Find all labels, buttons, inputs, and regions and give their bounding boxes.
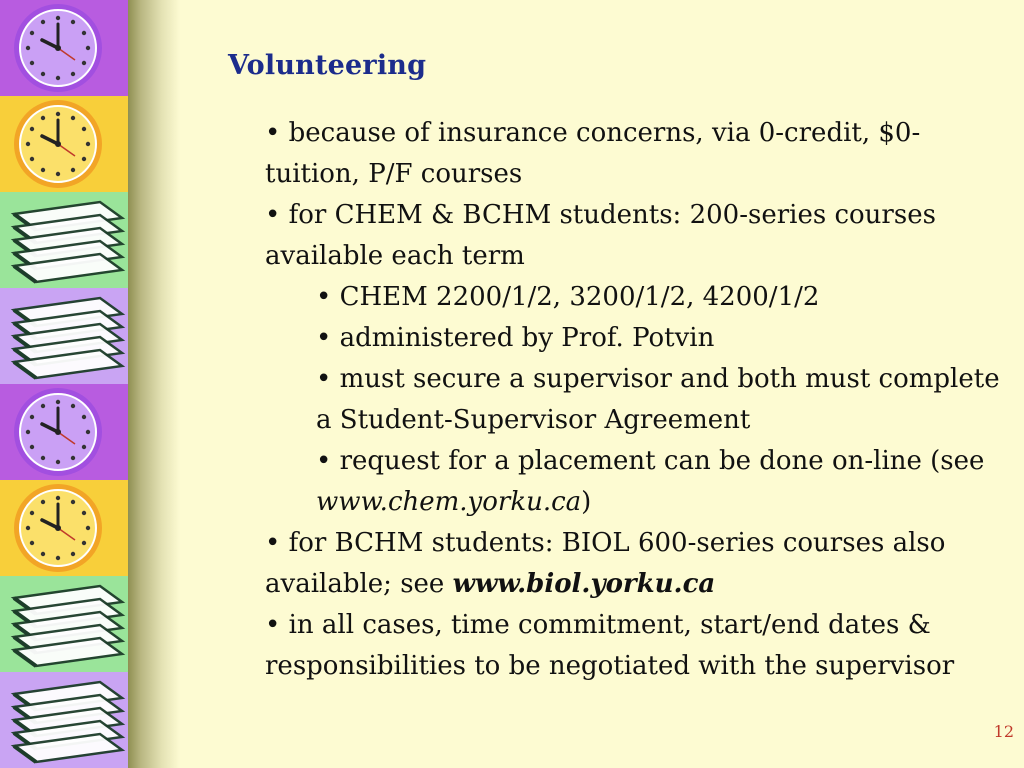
- books-icon: [0, 672, 132, 768]
- books-icon: [0, 192, 132, 288]
- bullet-chem-bchm: • for CHEM & BCHM students: 200-series courses available each term: [265, 200, 936, 271]
- bullet-insurance: • because of insurance concerns, via 0-credit, $0-tuition, P/F courses: [265, 118, 921, 189]
- placement-close: ): [581, 487, 592, 517]
- bullet-bchm-biol: [265, 523, 1013, 605]
- books-icon: [0, 576, 132, 672]
- sub-bullet-supervisor: • must secure a supervisor and both must complete a Student-Supervisor Agreement: [316, 364, 1000, 435]
- slide-title: Volunteering: [228, 50, 427, 81]
- slide-number: 12: [993, 722, 1014, 741]
- biol-text: • for BCHM students: BIOL 600-series courses also available; see: [265, 528, 946, 599]
- placement-text: • request for a placement can be done on-line (see: [316, 446, 985, 476]
- bullet-list: [265, 113, 1013, 687]
- sub-bullet-course-codes: • CHEM 2200/1/2, 3200/1/2, 4200/1/2: [316, 282, 820, 312]
- sub-bullet-administered: • administered by Prof. Potvin: [316, 323, 715, 353]
- sub-bullet-placement: [316, 441, 1013, 523]
- decorative-sidebar: [0, 0, 132, 768]
- bullet-all-cases: • in all cases, time commitment, start/end dates & responsibilities to be negotiated with the supervisor: [265, 610, 955, 681]
- clock-icon: [0, 384, 132, 480]
- chem-website-link[interactable]: www.chem.yorku.ca: [316, 487, 582, 517]
- clock-icon: [0, 480, 132, 576]
- books-icon: [0, 288, 132, 384]
- clock-icon: [0, 0, 132, 96]
- biol-website-link[interactable]: www.biol.yorku.ca: [452, 569, 716, 599]
- clock-icon: [0, 96, 132, 192]
- sidebar-shadow: [128, 0, 180, 768]
